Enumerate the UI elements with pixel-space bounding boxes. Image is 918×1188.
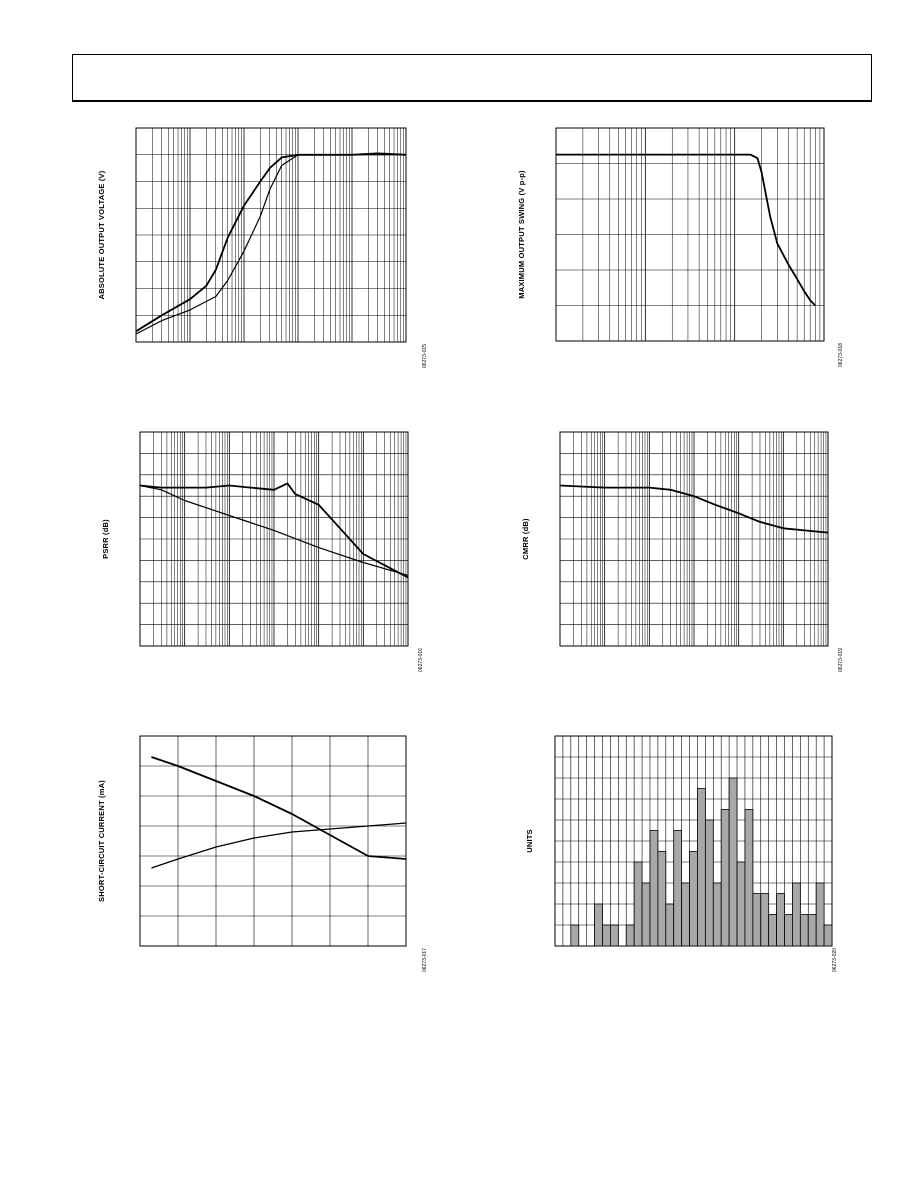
y-axis-label: SHORT-CIRCUIT CURRENT (mA) <box>97 780 106 902</box>
histogram-bar <box>658 852 666 947</box>
page-header <box>72 54 872 102</box>
chart-svg <box>96 422 426 702</box>
chart-svg <box>516 118 846 398</box>
chart-psrr <box>96 422 426 702</box>
chart-svg <box>96 118 426 398</box>
histogram-bar <box>769 915 777 947</box>
grid-lines <box>560 432 828 646</box>
histogram-bar <box>650 831 658 947</box>
histogram-bar <box>824 925 832 946</box>
grid-lines <box>136 128 406 342</box>
histogram-bar <box>697 789 705 947</box>
chart-short-circuit-current <box>96 726 426 1006</box>
figure-code: 06273-015 <box>422 344 428 368</box>
chart-svg <box>516 726 846 1006</box>
histogram-bar <box>745 810 753 947</box>
histogram-bar <box>602 925 610 946</box>
chart-max-output-swing <box>516 118 846 398</box>
histogram-bar <box>571 925 579 946</box>
histogram-bar <box>690 852 698 947</box>
chart-units-histogram <box>516 726 846 1006</box>
figure-code: 06273-017 <box>422 948 428 972</box>
chart-svg <box>96 726 426 1006</box>
histogram-bar <box>682 883 690 946</box>
y-axis-label: ABSOLUTE OUTPUT VOLTAGE (V) <box>97 170 106 300</box>
histogram-bar <box>777 894 785 947</box>
histogram-bar <box>800 915 808 947</box>
figure-code: 06273-018 <box>838 343 844 367</box>
y-axis-label: UNITS <box>525 829 534 853</box>
histogram-bar <box>713 883 721 946</box>
histogram-bar <box>737 862 745 946</box>
series-line <box>556 155 815 306</box>
figure-code: 06273-019 <box>838 648 844 672</box>
histogram-bar <box>642 883 650 946</box>
histogram-bar <box>792 883 800 946</box>
figure-code: 06273-020 <box>832 948 838 972</box>
y-axis-label: MAXIMUM OUTPUT SWING (V p-p) <box>517 170 526 299</box>
histogram-bar <box>753 894 761 947</box>
histogram-bar <box>610 925 618 946</box>
histogram-bar <box>761 894 769 947</box>
figure-code: 06273-016 <box>418 648 424 672</box>
histogram-bar <box>666 904 674 946</box>
histogram-bar <box>816 883 824 946</box>
histogram-bar <box>626 925 634 946</box>
histogram-bar <box>785 915 793 947</box>
grid-lines <box>556 128 824 341</box>
histogram-bar <box>808 915 816 947</box>
histogram-bar <box>721 810 729 947</box>
chart-output-voltage <box>96 118 426 398</box>
y-axis-label: PSRR (dB) <box>101 519 110 559</box>
histogram-bar <box>634 862 642 946</box>
grid-lines <box>140 432 408 646</box>
histogram-bar <box>595 904 603 946</box>
chart-cmrr <box>516 422 846 702</box>
histogram-bar <box>705 820 713 946</box>
histogram-bar <box>674 831 682 947</box>
series-line <box>136 153 406 331</box>
chart-svg <box>516 422 846 702</box>
histogram-bar <box>729 778 737 946</box>
y-axis-label: CMRR (dB) <box>521 518 530 560</box>
